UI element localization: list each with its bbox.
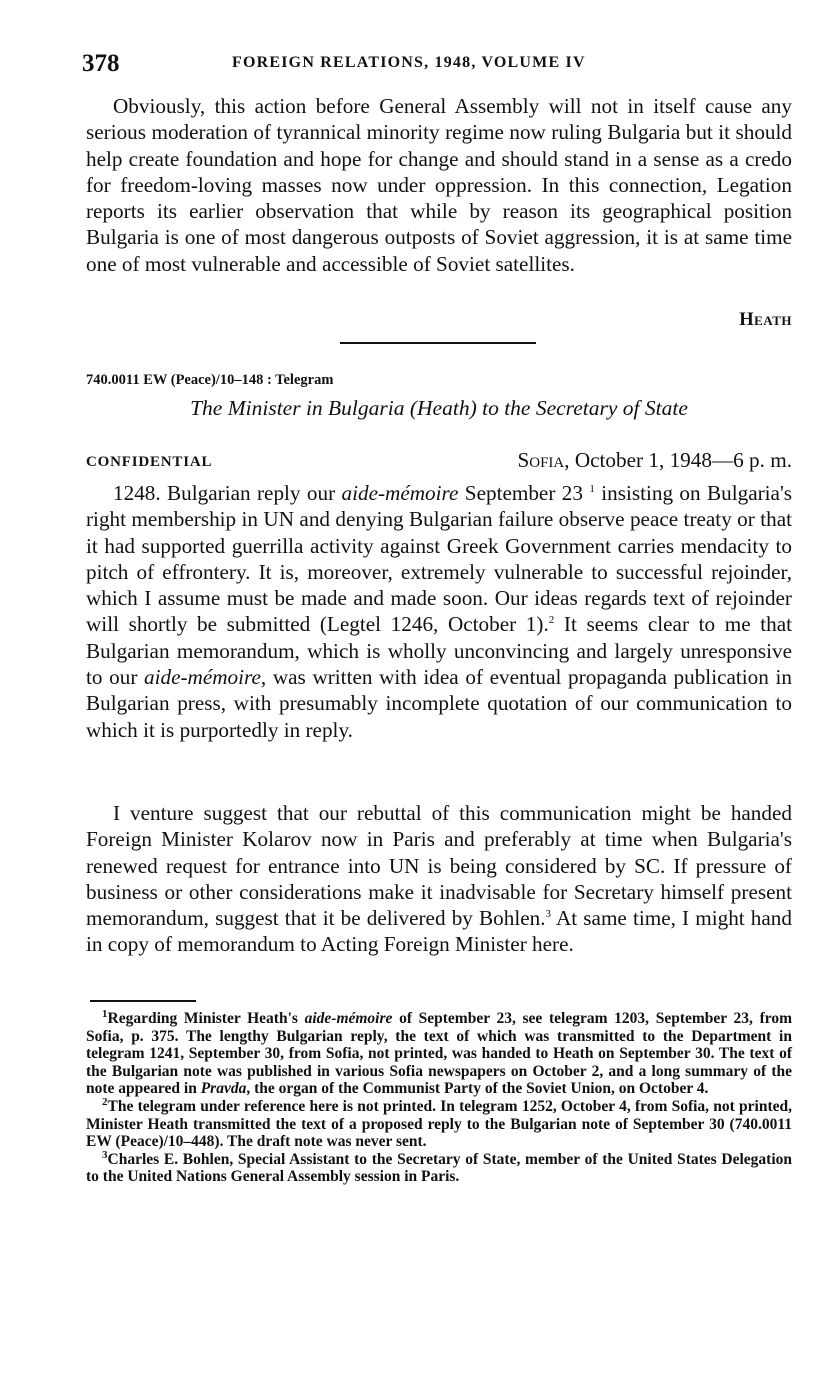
footnote-ref-1: 1 (589, 482, 595, 495)
section-divider (340, 342, 536, 344)
page-header (82, 50, 792, 80)
classification: CONFIDENTIAL (86, 454, 213, 470)
footnote-ref-3: 3 (545, 908, 552, 921)
footnote-1: $^1$Regarding Minister Heath's aide-mémoire of September 23, see telegram 1203, September 23, from Sofia, p. 375. The lengthy Bulgarian reply, the text of which was transmitted to the Department in telegram 1241, September 30, from Sofia, not printed, was handed to Heath on September 30. The text of the Bulgarian note was published in various Sofia newspapers on October 2, and a long summary of the note appeared in Pravda, the organ of the Communist Party of the Soviet Union, on October 4. (86, 1007, 792, 1098)
place-and-date (517, 448, 792, 473)
dateline (86, 448, 792, 476)
footnote-rule (90, 1000, 196, 1002)
footnote-2: $^2$The telegram under reference here is not printed. In telegram 1252, October 4, from Sofia, not printed, Minister Heath transmitted the text of a proposed reply to the Bulgarian note of September 30 (740.0011 EW (Peace)/10–448). The draft note was never sent. (86, 1095, 792, 1151)
previous-telegram-closing-paragraph: Obviously, this action before General Assembly will not in itself cause any serious moderation of tyrannical minority regime now ruling Bulgaria but it should help create foundation and hope for change and should stand in a sense as a credo for freedom-loving masses now under oppression. In this connection, Legation reports its earlier observation that while by reason its geographical position Bulgaria is one of most dangerous outposts of Soviet aggression, it is at same time one of most vulnerable and accessible of Soviet satellites. (86, 94, 792, 276)
place: Sofia, (517, 448, 570, 472)
signature: Heath (739, 310, 792, 330)
document-title: The Minister in Bulgaria (Heath) to the Secretary of State (190, 396, 688, 420)
file-reference: 740.0011 EW (Peace)/10–148 : Telegram (86, 372, 334, 388)
running-head: FOREIGN RELATIONS, 1948, VOLUME IV (232, 54, 586, 71)
page-number: 378 (82, 50, 120, 77)
date: October 1, 1948—6 p. m. (574, 448, 792, 472)
footnote-3: $^3$Charles E. Bohlen, Special Assistant to the Secretary of State, member of the United States Delegation to the United Nations General Assembly session in Paris. (86, 1148, 792, 1186)
footnote-ref-2: 2 (548, 614, 555, 627)
footnotes (86, 1007, 792, 1186)
telegram-paragraph-2: I venture suggest that our rebuttal of this communication might be handed Foreign Minister Kolarov now in Paris and preferably at time when Bulgaria's renewed request for entrance into UN is being considered by SC. If pressure of business or other considerations make it inadvisable for Secretary himself present memorandum, suggest that it be delivered by Bohlen.$^3$ At same time, I might hand in copy of memorandum to Acting Foreign Minister here. (86, 801, 792, 957)
telegram-paragraph-1: 1248. Bulgarian reply our aide-mémoire September 23 $^1$ insisting on Bulgaria's right membership in UN and denying Bulgarian failure observe peace treaty or that it had supported guerrilla activity against Greek Government carries mendacity to pitch of effrontery. It is, moreover, extremely vulnerable to successful rejoinder, which I assume must be made and made soon. Our ideas regards text of rejoinder will shortly be submitted (Legtel 1246, October 1).$^2$ It seems clear to me that Bulgarian memorandum, which is wholly unconvincing and largely unresponsive to our aide-mémoire, was written with idea of eventual propaganda publication in Bulgarian press, with presumably incomplete quotation of our communication to which it is purportedly in reply. (86, 481, 793, 742)
